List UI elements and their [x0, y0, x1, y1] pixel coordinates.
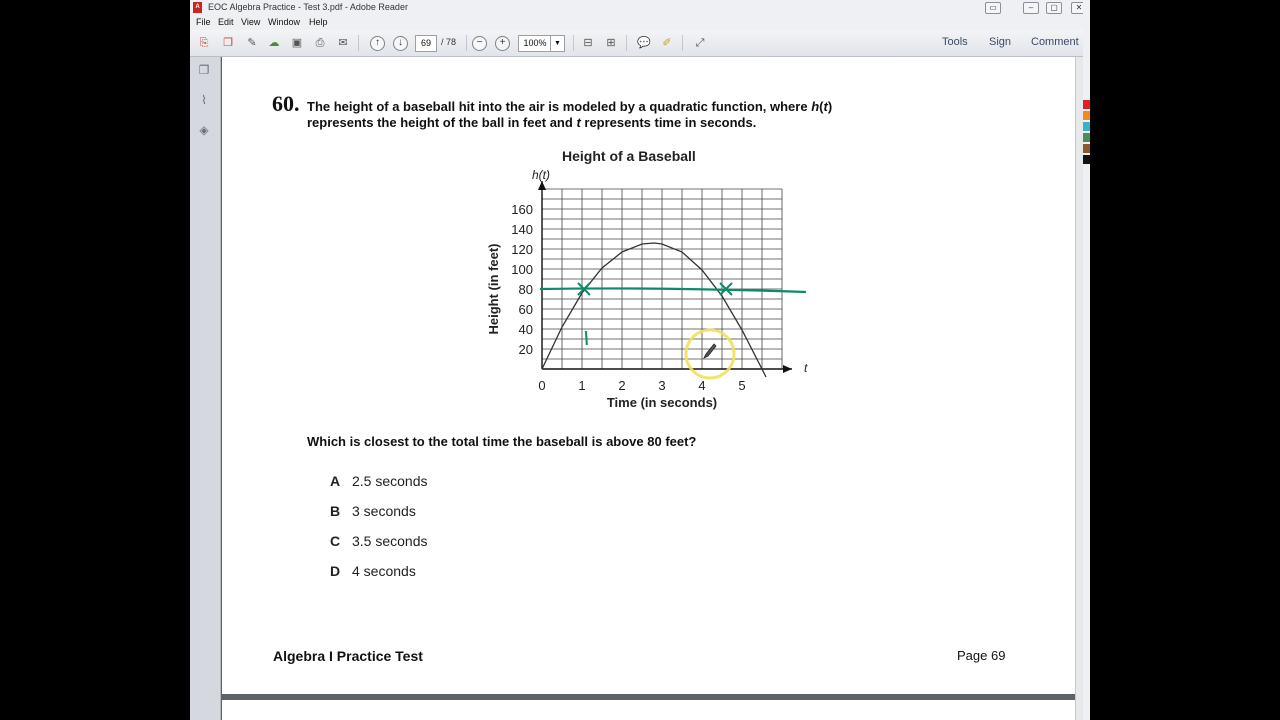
page-number-input[interactable]: 69: [415, 35, 437, 52]
question-paren-open: (: [819, 99, 824, 114]
question-line1: The height of a baseball hit into the air is modeled by a quadratic function, where: [307, 99, 812, 114]
menu-bar: [190, 15, 1090, 30]
email-icon[interactable]: ✉: [338, 37, 348, 49]
pen-cursor-icon: [704, 344, 716, 358]
y-axis-name: h(t): [532, 168, 550, 182]
x-axis-name: t: [804, 361, 808, 375]
x-tick-label: 3: [658, 378, 666, 393]
tab-tools[interactable]: Tools: [942, 36, 968, 48]
create-pdf-icon[interactable]: ⎘: [199, 37, 209, 49]
tab-comment[interactable]: Comment: [1031, 36, 1079, 48]
previous-page-button[interactable]: ↑: [370, 36, 385, 51]
x-tick-label: 4: [698, 378, 706, 393]
x-axis-label: Time (in seconds): [606, 395, 718, 410]
menu-window[interactable]: Window: [268, 17, 301, 27]
toolbar-separator: [626, 35, 627, 51]
highlight-icon[interactable]: ✐: [662, 37, 672, 49]
toolbar-separator: [573, 35, 574, 51]
choice-b[interactable]: [330, 503, 416, 519]
question-var-t: t: [823, 99, 828, 114]
choice-letter: B: [330, 503, 341, 519]
attachments-icon[interactable]: ⌇: [201, 93, 207, 107]
y-tick-label: 100: [511, 262, 533, 277]
next-page-button[interactable]: ↓: [393, 36, 408, 51]
toolbar-separator: [466, 35, 467, 51]
color-swatch-green[interactable]: [1083, 133, 1090, 142]
pdf-page: [222, 57, 1075, 694]
zoom-level-input[interactable]: 100%: [518, 35, 552, 52]
question-prompt: Which is closest to the total time the baseball is above 80 feet?: [307, 434, 697, 449]
layers-icon[interactable]: ◈: [199, 123, 209, 137]
footer-page-number: Page 69: [957, 648, 1006, 663]
question-paren-close: ): [827, 99, 833, 114]
page-total: / 78: [441, 37, 457, 47]
menu-edit[interactable]: Edit: [218, 17, 234, 27]
question-line2: represents the height of the ball in feet and: [307, 115, 577, 130]
toolbar-separator: [358, 35, 359, 51]
next-pdf-page: [222, 700, 1075, 720]
comment-tools-strip: [1083, 0, 1090, 720]
zoom-out-button[interactable]: −: [472, 36, 487, 51]
x-tick-label: 2: [618, 378, 626, 393]
question-number: 60.: [272, 91, 300, 116]
y-tick-label: 20: [518, 342, 533, 357]
print-icon[interactable]: ⎙: [315, 37, 325, 49]
title-bar: [190, 0, 1090, 15]
choice-text: 3 seconds: [352, 503, 416, 519]
toolbar: [190, 30, 1090, 57]
tab-sign[interactable]: Sign: [989, 36, 1012, 48]
color-swatch-red[interactable]: [1083, 100, 1090, 109]
choice-letter: A: [330, 473, 341, 489]
choice-text: 4 seconds: [352, 563, 416, 579]
question-var-h: h: [811, 99, 820, 114]
menu-view[interactable]: View: [241, 17, 261, 27]
chart-title: Height of a Baseball: [562, 148, 696, 164]
baseball-height-chart: [472, 167, 812, 417]
zoom-in-button[interactable]: +: [495, 36, 510, 51]
x-tick-label: 1: [578, 378, 586, 393]
fit-width-icon[interactable]: ⊞: [606, 37, 616, 49]
navigation-pane: [190, 57, 221, 720]
window-title: EOC Algebra Practice - Test 3.pdf - Adobe Reader: [208, 2, 408, 12]
x-tick-label: 5: [738, 378, 746, 393]
choice-letter: C: [330, 533, 341, 549]
expand-icon[interactable]: ⤢: [695, 37, 705, 49]
y-tick-label: 80: [518, 282, 533, 297]
choice-c[interactable]: [330, 533, 428, 549]
color-swatch-black[interactable]: [1083, 155, 1090, 164]
close-button[interactable]: ✕: [1071, 2, 1087, 14]
adobe-reader-window: [190, 0, 1090, 720]
y-axis-arrow: [538, 181, 546, 190]
pdf-app-icon: A: [193, 2, 202, 13]
footer-title: Algebra I Practice Test: [273, 648, 423, 664]
export-pdf-icon[interactable]: ❐: [223, 37, 233, 49]
y-tick-label: 160: [511, 202, 533, 217]
restore-down-button[interactable]: ▭: [985, 2, 1001, 14]
question-text: [307, 99, 832, 131]
y-tick-label: 140: [511, 222, 533, 237]
edit-pdf-icon[interactable]: ✎: [247, 37, 257, 49]
cloud-upload-icon[interactable]: ☁: [268, 37, 280, 49]
question-line2-end: represents time in seconds.: [580, 115, 757, 130]
fit-page-icon[interactable]: ⊟: [583, 37, 593, 49]
minimize-button[interactable]: –: [1023, 2, 1039, 14]
annotation-tick-mark: [586, 331, 587, 345]
question-var-t2: t: [576, 115, 581, 130]
x-tick-label: 0: [538, 378, 546, 393]
comment-bubble-icon[interactable]: 💬: [637, 37, 651, 49]
color-swatch-orange[interactable]: [1083, 111, 1090, 120]
menu-help[interactable]: Help: [309, 17, 328, 27]
page-thumbnails-icon[interactable]: ❐: [198, 63, 210, 77]
y-tick-label: 40: [518, 322, 533, 337]
maximize-button[interactable]: ▢: [1046, 2, 1062, 14]
document-view: [221, 57, 1075, 720]
x-axis-arrow: [783, 365, 792, 373]
choice-text: 3.5 seconds: [352, 533, 428, 549]
menu-file[interactable]: File: [196, 17, 211, 27]
color-swatch-brown[interactable]: [1083, 144, 1090, 153]
zoom-dropdown-chevron-icon[interactable]: ▼: [550, 35, 565, 52]
choice-a[interactable]: [330, 473, 428, 489]
choice-letter: D: [330, 563, 341, 579]
y-tick-label: 60: [518, 302, 533, 317]
y-tick-label: 120: [511, 242, 533, 257]
toolbar-separator: [682, 35, 683, 51]
save-icon[interactable]: ▣: [291, 37, 303, 49]
choice-d[interactable]: [330, 563, 416, 579]
color-swatch-cyan[interactable]: [1083, 122, 1090, 131]
y-axis-label: Height (in feet): [486, 243, 501, 335]
choice-text: 2.5 seconds: [352, 473, 428, 489]
